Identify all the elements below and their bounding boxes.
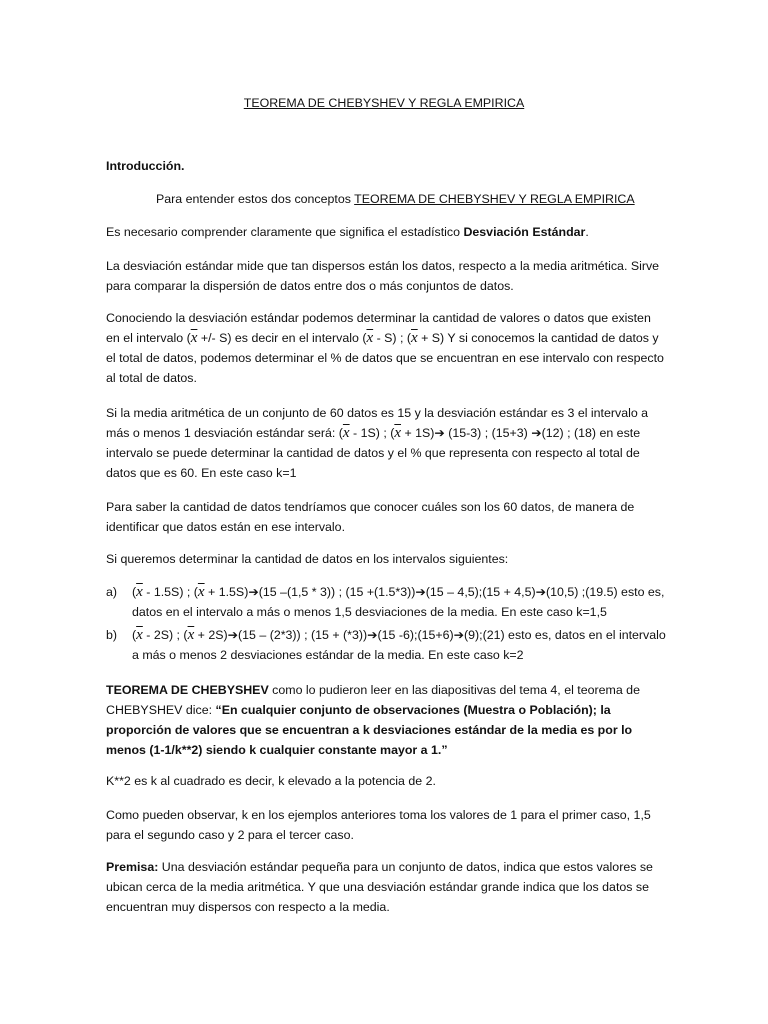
paragraph-purpose-text: Para entender estos dos conceptos <box>156 192 355 206</box>
premise-text: Una desviación estándar pequeña para un conjunto de datos, indica que estos valores se ubican cerca de la media aritmética. Y que una desviación estándar grande indica que los datos se encuentran muy dispersos con respecto a la media. <box>106 860 653 914</box>
paragraph-interval-explanation <box>106 308 666 388</box>
x-bar-symbol: $\overline{x}$ <box>187 627 195 643</box>
intro-heading: Introducción. <box>106 159 185 173</box>
chebyshev-theorem-text: como lo pudieron leer en las diapositivas del tema 4, el teorema de CHEBYSHEV dice: <box>106 683 640 717</box>
paragraph-std-dev-need-text: Es necesario comprender claramente que significa el estadístico <box>106 225 464 239</box>
paragraph-count-data: Para saber la cantidad de datos tendríamos que conocer cuáles son los 60 datos, de manera de identificar que datos están en ese intervalo. <box>106 500 635 534</box>
x-bar-symbol: $\overline{x}$ <box>190 330 198 346</box>
example-k1-part-1: Si la media aritmética de un conjunto de 60 datos es 15 y la desviación estándar es 3 el intervalo a más o menos 1 desviación estándar será: ( <box>106 406 649 440</box>
list-item-b <box>106 625 666 665</box>
x-bar-symbol: $\overline{x}$ <box>136 584 143 600</box>
list-marker-a: a) <box>106 585 118 599</box>
interval-explanation-part-3: - S) ; ( <box>373 331 411 345</box>
list-a-part-2: - 1.5S) ; ( <box>142 585 198 599</box>
list-b-part-3: + 2S)➔(15 – (2*3)) ; (15 + (*3))➔(15 -6);(15+6)➔(9);(21) esto es, datos en el intervalo a más o menos 2 desviaciones estándar de la media. En este caso k=2 <box>132 628 666 662</box>
paragraph-k-squared: K**2 es k al cuadrado es decir, k elevado a la potencia de 2. <box>106 774 436 788</box>
example-k1-part-3: + 1S)➔ (15-3) ; (15+3) ➔(12) ; (18) en este intervalo se puede determinar la cantidad de datos y el % que representa con respecto al total de datos que es 60. En este caso k=1 <box>106 426 641 480</box>
list-a-part-1: ( <box>132 585 137 599</box>
paragraph-premise <box>106 857 666 917</box>
interval-explanation-part-2: +/- S) es decir en el intervalo ( <box>197 331 367 345</box>
list-item-b-text <box>132 625 666 665</box>
x-bar-symbol: $\overline{x}$ <box>342 425 350 441</box>
list-item-a <box>106 582 666 622</box>
interval-explanation-part-1: Conociendo la desviación estándar podemos determinar la cantidad de valores o datos que existen en el intervalo ( <box>106 311 651 345</box>
paragraph-std-dev-definition: La desviación estándar mide que tan dispersos están los datos, respecto a la media aritmética. Sirve para comparar la dispersión de datos entre dos o más conjuntos de datos. <box>106 259 660 293</box>
chebyshev-quote: “En cualquier conjunto de observaciones (Muestra o Población); la proporción de valores que se encuentran a k desviaciones estándar de la media es por lo menos (1-1/k**2) siendo k cualquier constante mayor a 1.” <box>106 703 633 757</box>
list-a-part-3: + 1.5S)➔(15 –(1,5 * 3)) ; (15 +(1.5*3))➔(15 – 4,5);(15 + 4,5)➔(10,5) ;(19.5) esto es, datos en el intervalo a más o menos 1,5 desviaciones de la media. En este caso k=1,5 <box>132 585 665 619</box>
x-bar-symbol: $\overline{x}$ <box>197 584 205 600</box>
list-b-part-2: - 2S) ; ( <box>142 628 188 642</box>
document-title: TEOREMA DE CHEBYSHEV Y REGLA EMPIRICA <box>243 96 525 110</box>
x-bar-symbol: $\overline{x}$ <box>394 425 402 441</box>
x-bar-symbol: $\overline{x}$ <box>366 330 374 346</box>
interval-explanation-part-4: + S) Y si conocemos la cantidad de datos y el total de datos, podemos determinar el % de datos que se encuentran en ese intervalo con respecto al total de datos. <box>106 331 664 385</box>
premise-label: Premisa: <box>106 860 159 874</box>
paragraph-intervals-intro: Si queremos determinar la cantidad de datos en los intervalos siguientes: <box>106 552 509 566</box>
paragraph-example-k1 <box>106 403 666 483</box>
std-dev-term: Desviación Estándar <box>463 225 586 239</box>
paragraph-chebyshev-theorem <box>106 680 666 760</box>
example-k1-part-2: - 1S) ; ( <box>349 426 395 440</box>
list-b-part-1: ( <box>132 628 137 642</box>
chebyshev-term: TEOREMA DE CHEBYSHEV <box>106 683 269 697</box>
list-item-a-text <box>132 582 666 622</box>
paragraph-std-dev-need-end: . <box>585 225 589 239</box>
x-bar-symbol: $\overline{x}$ <box>411 330 418 346</box>
paragraph-purpose-underlined: TEOREMA DE CHEBYSHEV Y REGLA EMPIRICA <box>354 192 635 206</box>
paragraph-k-values: Como pueden observar, k en los ejemplos anteriores toma los valores de 1 para el primer caso, 1,5 para el segundo caso y 2 para el tercer caso. <box>106 808 651 842</box>
paragraph-std-dev-need <box>106 222 666 242</box>
paragraph-purpose <box>106 189 666 209</box>
x-bar-symbol: $\overline{x}$ <box>136 627 143 643</box>
list-marker-b: b) <box>106 628 118 642</box>
